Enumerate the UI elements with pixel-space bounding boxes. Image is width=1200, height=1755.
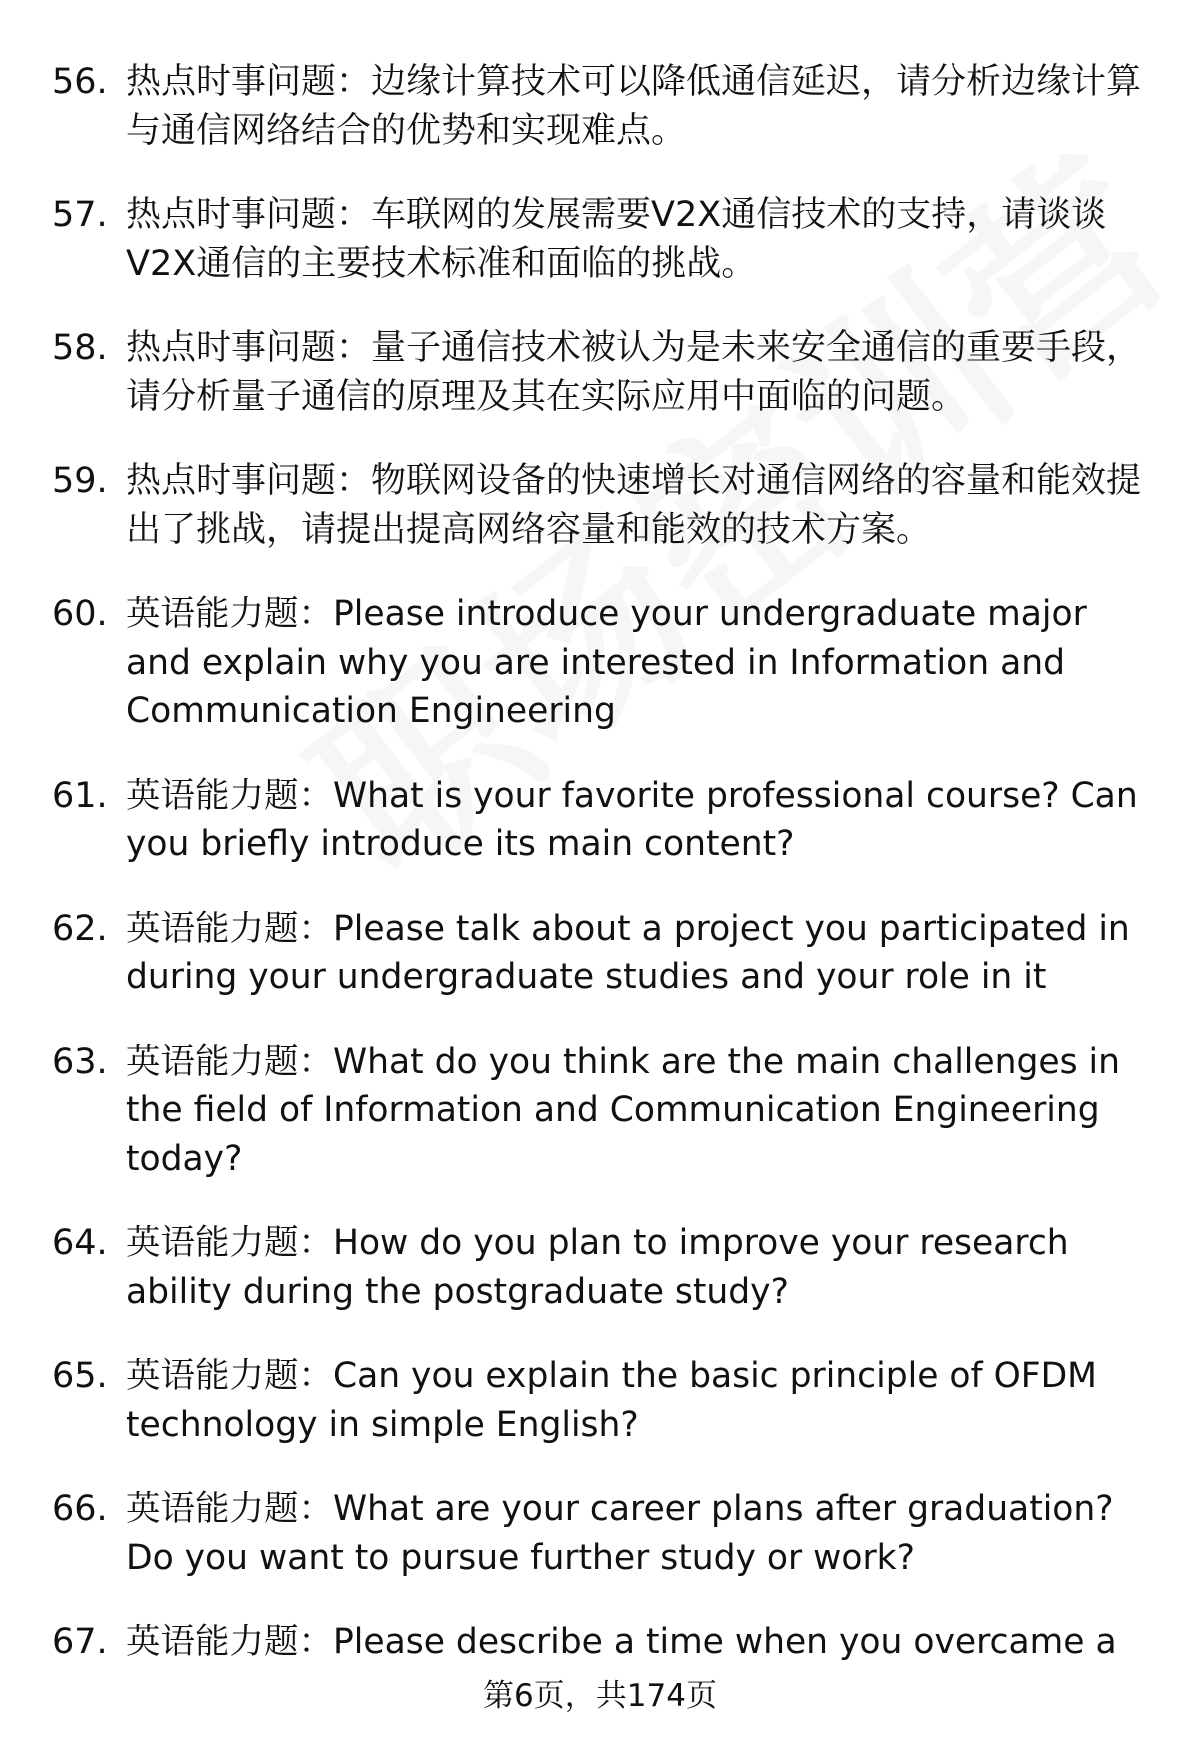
question-item-63 bbox=[52, 1038, 1152, 1184]
question-number: 61. bbox=[52, 775, 108, 816]
question-text: 热点时事问题：量子通信技术被认为是未来安全通信的重要手段，请分析量子通信的原理及其在实际应用中面临的问题。 bbox=[126, 328, 1142, 417]
question-number: 67. bbox=[52, 1622, 108, 1662]
question-text: 英语能力题：What are your career plans after graduation? Do you want to pursue further study or work? bbox=[126, 1489, 1114, 1578]
question-item-65 bbox=[52, 1352, 1152, 1449]
question-number: 64. bbox=[52, 1223, 108, 1263]
question-item-61 bbox=[52, 772, 1152, 869]
question-number: 60. bbox=[52, 594, 108, 634]
question-text: 英语能力题：What is your favorite professional course? Can you briefly introduce its main content? bbox=[126, 775, 1138, 864]
question-text: 英语能力题：What do you think are the main challenges in the field of Information and Communication Engineering today? bbox=[126, 1041, 1120, 1179]
question-number: 58. bbox=[52, 328, 108, 368]
question-item-59 bbox=[52, 457, 1152, 554]
question-number: 63. bbox=[52, 1041, 108, 1082]
question-item-60 bbox=[52, 590, 1152, 736]
question-text: 热点时事问题：车联网的发展需要V2X通信技术的支持，请谈谈V2X通信的主要技术标准和面临的挑战。 bbox=[126, 195, 1107, 284]
question-text: 热点时事问题：物联网设备的快速增长对通信网络的容量和能效提出了挑战，请提出提高网络容量和能效的技术方案。 bbox=[126, 461, 1142, 550]
question-item-56 bbox=[52, 58, 1152, 155]
question-number: 66. bbox=[52, 1489, 108, 1529]
question-item-62 bbox=[52, 905, 1152, 1002]
question-item-66 bbox=[52, 1485, 1152, 1582]
question-list bbox=[52, 58, 1152, 1703]
question-number: 62. bbox=[52, 908, 108, 949]
question-item-57 bbox=[52, 191, 1152, 288]
question-text: 英语能力题：Please introduce your undergraduate major and explain why you are interested in Information and Communication Engineering bbox=[126, 594, 1087, 731]
question-item-58 bbox=[52, 324, 1152, 421]
page-footer: 第6页，共174页 bbox=[483, 1678, 717, 1714]
question-number: 57. bbox=[52, 195, 108, 235]
question-text: 热点时事问题：边缘计算技术可以降低通信延迟，请分析边缘计算与通信网络结合的优势和实现难点。 bbox=[126, 62, 1142, 151]
question-text: 英语能力题：How do you plan to improve your research ability during the postgraduate study? bbox=[126, 1223, 1069, 1312]
question-number: 56. bbox=[52, 62, 108, 102]
question-number: 65. bbox=[52, 1356, 108, 1396]
question-item-64 bbox=[52, 1219, 1152, 1316]
question-text: 英语能力题：Can you explain the basic principle of OFDM technology in simple English? bbox=[126, 1356, 1097, 1445]
question-number: 59. bbox=[52, 461, 108, 501]
question-item-67 bbox=[52, 1618, 1152, 1667]
question-text: 英语能力题：Please talk about a project you participated in during your undergraduate studies and your role in it bbox=[126, 908, 1130, 997]
question-text: 英语能力题：Please describe a time when you overcame a bbox=[126, 1622, 1117, 1662]
